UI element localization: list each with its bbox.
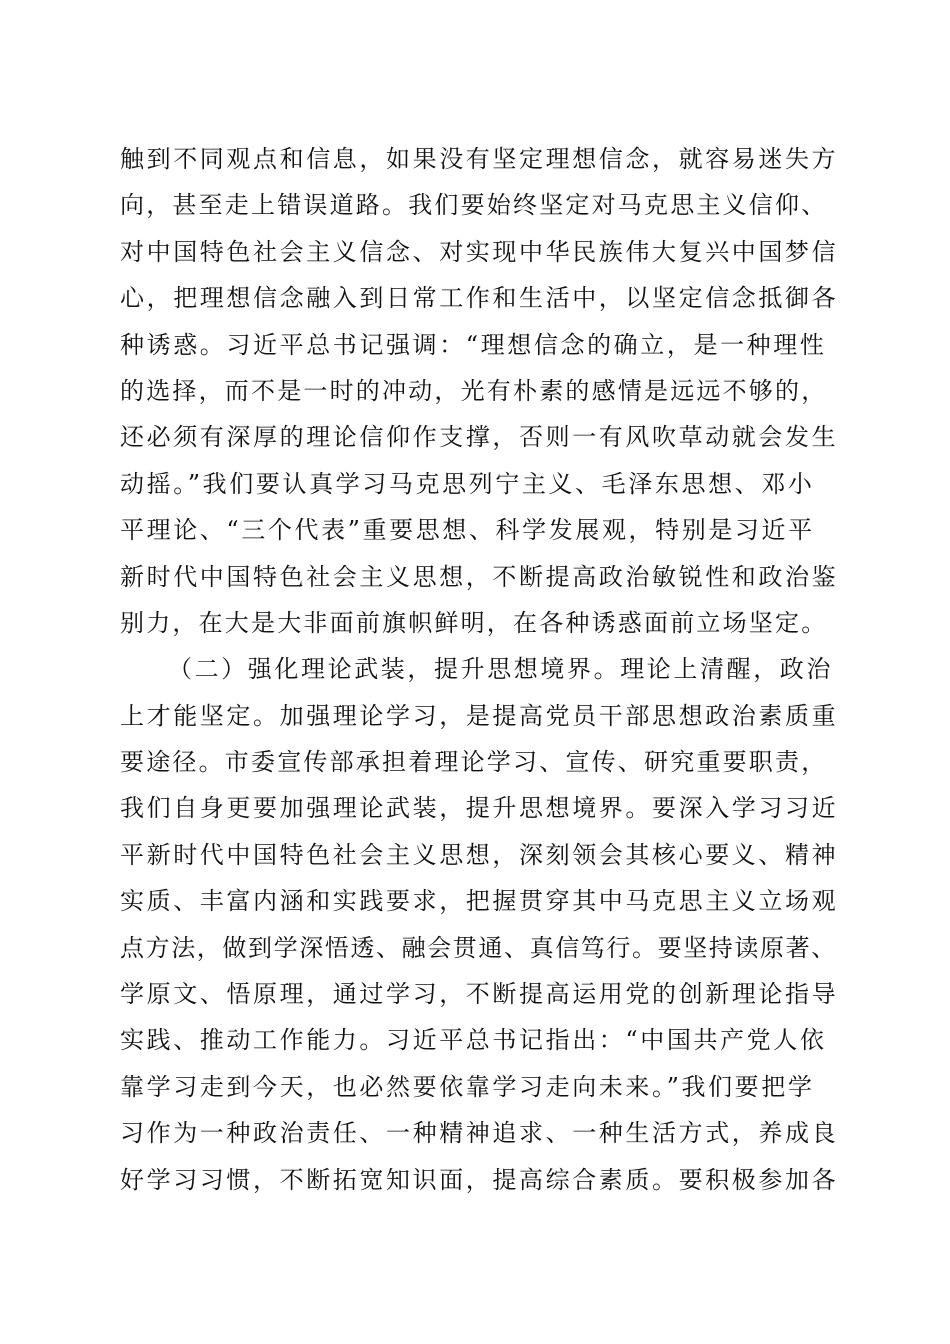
text-line: 触到不同观点和信息，如果没有坚定理想信念，就容易迷失方 [120, 145, 839, 173]
text-line: 还必须有深厚的理论信仰作支撑，否则一有风吹草动就会发生 [120, 423, 839, 452]
text-line: 上才能坚定。加强理论学习，是提高党员干部思想政治素质重 [120, 701, 839, 730]
text-line: 别力，在大是大非面前旗帜鲜明，在各种诱惑面前立场坚定。 [120, 608, 828, 637]
text-line: 实质、丰富内涵和实践要求，把握贯穿其中马克思主义立场观 [120, 887, 839, 916]
text-line: 心，把理想信念融入到日常工作和生活中，以坚定信念抵御各 [120, 284, 839, 313]
text-line: 平新时代中国特色社会主义思想，深刻领会其核心要义、精神 [120, 840, 839, 869]
text-line: 好学习习惯，不断拓宽知识面，提高综合素质。要积极参加各 [120, 1165, 839, 1194]
text-line: 点方法，做到学深悟透、融会贯通、真信笃行。要坚持读原著、 [120, 933, 837, 962]
text-line: 习作为一种政治责任、一种精神追求、一种生活方式，养成良 [120, 1119, 839, 1148]
text-line: 靠学习走到今天，也必然要依靠学习走向未来。”我们要把学 [120, 1072, 815, 1101]
text-line: 种诱惑。习近平总书记强调：“理想信念的确立，是一种理性 [120, 330, 827, 359]
text-line: 新时代中国特色社会主义思想，不断提高政治敏锐性和政治鉴 [120, 562, 839, 591]
text-line: 动摇。”我们要认真学习马克思列宁主义、毛泽东思想、邓小 [120, 469, 815, 498]
text-line: 对中国特色社会主义信念、对实现中华民族伟大复兴中国梦信 [120, 237, 839, 266]
section-heading-line: （二）强化理论武装，提升思想境界。理论上清醒，政治 [168, 655, 833, 684]
text-line: 我们自身更要加强理论武装，提升思想境界。要深入学习习近 [120, 794, 839, 823]
text-line: 的选择，而不是一时的冲动，光有朴素的感情是远远不够的， [120, 376, 828, 405]
text-line: 平理论、“三个代表”重要思想、科学发展观，特别是习近平 [120, 516, 815, 545]
text-line: 实践、推动工作能力。习近平总书记指出：“中国共产党人依 [120, 1026, 827, 1055]
text-line: 学原文、悟原理，通过学习，不断提高运用党的创新理论指导 [120, 980, 839, 1009]
text-line: 要途径。市委宣传部承担着理论学习、宣传、研究重要职责， [120, 748, 828, 777]
body-text [120, 136, 840, 1203]
text-line: 向，甚至走上错误道路。我们要始终坚定对马克思主义信仰、 [120, 191, 828, 220]
